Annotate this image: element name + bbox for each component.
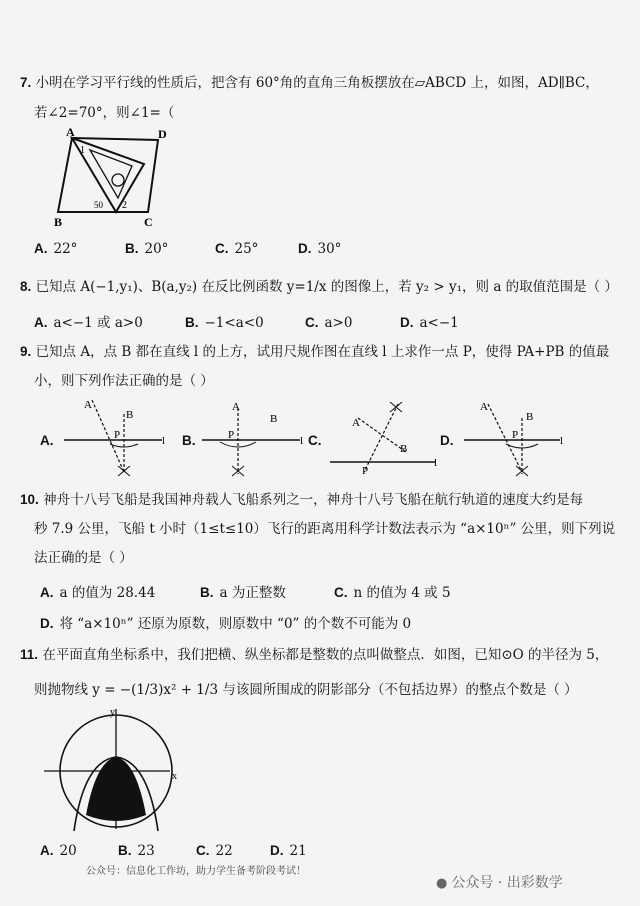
parallelogram-abcd	[58, 138, 158, 212]
q9d-label-B: B	[526, 411, 534, 423]
q7-option-a[interactable]	[34, 240, 77, 258]
fig7-label-A: A	[66, 128, 75, 139]
q10-line2: 秒 7.9 公里，飞船 t 小时（1≤t≤10）飞行的距离用科学计数法表示为 “a×10ⁿ” 公里，则下列说	[34, 521, 616, 537]
q11-option-c-text: 22	[215, 843, 233, 859]
q10-option-c-text: n 的值为 4 或 5	[353, 585, 451, 601]
q8-option-c[interactable]	[305, 314, 352, 332]
q11-number: 11.	[20, 647, 39, 662]
q10-line1	[20, 491, 583, 509]
q7-option-d[interactable]	[298, 240, 341, 258]
watermark-text: 公众号 · 出彩数学	[451, 875, 563, 891]
q9-line2: 小，则下列作法正确的是（ ）	[34, 373, 214, 389]
q10-text-1: 神舟十八号飞船是我国神舟载人飞船系列之一，神舟十八号飞船在航行轨道的速度大约是每	[43, 492, 584, 508]
q11-option-d-label: D.	[270, 843, 284, 858]
q8-option-b-label: B.	[185, 315, 199, 330]
q9d-label-P: P	[512, 429, 519, 441]
q11-text-1: 在平面直角坐标系中，我们把横、纵坐标都是整数的点叫做整点．如图，已知⊙O 的半径为 5，	[42, 647, 609, 663]
q8-option-a-label: A.	[34, 315, 48, 330]
q9c-label-l: l	[434, 457, 438, 469]
q10-option-a-label: A.	[40, 585, 54, 600]
q9-option-b-label: B.	[182, 433, 196, 448]
shaded-region	[86, 757, 146, 821]
q9-option-c[interactable]	[308, 432, 328, 450]
q11-option-a-text: 20	[59, 843, 77, 859]
q9-option-a-label: A.	[40, 433, 54, 448]
q7-option-a-text: 22°	[53, 241, 78, 257]
q9c-label-B: B	[400, 443, 408, 455]
wechat-icon: ●	[436, 876, 448, 891]
q11-option-d-text: 21	[289, 843, 307, 859]
q10-option-a[interactable]	[40, 584, 155, 602]
q7-option-a-label: A.	[34, 241, 48, 256]
q8-text-1: 已知点 A(−1,y₁)、B(a,y₂) 在反比例函数 y=1/x 的图像上，若 y₂ > y₁，则 a 的取值范围是（ ）	[35, 279, 618, 295]
q7-option-c-text: 25°	[234, 241, 259, 257]
fig7-label-2: 2	[122, 200, 127, 211]
fig7-label-D: D	[158, 128, 167, 141]
q7-option-d-text: 30°	[317, 241, 342, 257]
q9b-label-P: P	[228, 429, 235, 441]
q9b-label-l: l	[300, 435, 304, 447]
q10-option-d[interactable]	[40, 615, 411, 633]
q8-option-c-label: C.	[305, 315, 319, 330]
q9-line1	[20, 343, 609, 361]
q9b-label-B: B	[270, 413, 278, 425]
ruler-hole	[112, 174, 124, 186]
q7-number: 7.	[20, 75, 32, 90]
q10-option-a-text: a 的值为 28.44	[59, 585, 156, 601]
q9b-label-A: A	[232, 401, 240, 413]
q7-option-c-label: C.	[215, 241, 229, 256]
q7-option-b[interactable]	[125, 240, 168, 258]
q8-line1	[20, 278, 618, 296]
q8-option-a-text: a<−1 或 a>0	[53, 315, 143, 331]
q9c-label-P: P	[362, 465, 369, 477]
fig11-label-y: y	[110, 707, 115, 718]
q10-line3: 法正确的是（ ）	[34, 550, 133, 566]
q8-number: 8.	[20, 279, 32, 294]
q9-figure-b	[200, 396, 308, 478]
q9-figure-d	[462, 396, 570, 478]
q9-option-b[interactable]	[182, 432, 202, 450]
q9-option-d[interactable]	[440, 432, 460, 450]
q11-option-a-label: A.	[40, 843, 54, 858]
q7-text-1: 小明在学习平行线的性质后，把含有 60°角的直角三角板摆放在▱ABCD 上，如图，AD∥BC，	[35, 75, 599, 91]
q8-option-c-text: a>0	[324, 315, 353, 331]
q8-option-b-text: −1<a<0	[204, 315, 264, 331]
q11-figure	[40, 705, 190, 833]
q11-option-b[interactable]	[118, 842, 155, 860]
q9a-label-A: A	[84, 399, 92, 411]
q7-option-b-text: 20°	[144, 241, 169, 257]
fig7-label-B: B	[54, 215, 63, 228]
q11-option-b-label: B.	[118, 843, 132, 858]
q10-option-d-label: D.	[40, 616, 54, 631]
q11-option-a[interactable]	[40, 842, 77, 860]
q7-line2: 若∠2=70°，则∠1=（	[34, 105, 175, 121]
q8-option-a[interactable]	[34, 314, 143, 332]
q10-option-b-label: B.	[200, 585, 214, 600]
q10-number: 10.	[20, 492, 39, 507]
q7-option-c[interactable]	[215, 240, 258, 258]
q9d-label-A: A	[480, 401, 488, 413]
q7-line1	[20, 74, 599, 92]
q8-option-d[interactable]	[400, 314, 459, 332]
q7-option-d-label: D.	[298, 241, 312, 256]
q10-option-c-label: C.	[334, 585, 348, 600]
q10-option-c[interactable]	[334, 584, 451, 602]
q10-option-d-text: 将 “a×10ⁿ” 还原为原数，则原数中 “0” 的个数不可能为 0	[59, 616, 412, 632]
q11-line1	[20, 646, 608, 664]
q11-option-d[interactable]	[270, 842, 307, 860]
q9-option-c-label: C.	[308, 433, 322, 448]
q7-figure	[50, 128, 180, 228]
q9a-label-P: P	[114, 429, 121, 441]
q9c-label-A: A	[352, 417, 360, 429]
fig7-label-C: C	[144, 215, 153, 228]
footer-note: 公众号：信息化工作坊，助力学生备考阶段考试！	[86, 866, 306, 877]
watermark	[436, 872, 563, 892]
q10-option-b[interactable]	[200, 584, 286, 602]
q8-option-b[interactable]	[185, 314, 264, 332]
q9-option-a[interactable]	[40, 432, 60, 450]
q9a-label-l: l	[162, 435, 166, 447]
q9d-label-l: l	[560, 435, 564, 447]
fig11-label-x: x	[172, 771, 177, 782]
q9-figure-a	[62, 396, 170, 478]
q8-option-d-label: D.	[400, 315, 414, 330]
q9-number: 9.	[20, 344, 32, 359]
q11-option-c[interactable]	[196, 842, 233, 860]
q7-option-b-label: B.	[125, 241, 139, 256]
q11-option-c-label: C.	[196, 843, 210, 858]
q9-text-1: 已知点 A，点 B 都在直线 l 的上方，试用尺规作图在直线 l 上求作一点 P，使得 PA+PB 的值最	[35, 344, 610, 360]
q8-option-d-text: a<−1	[419, 315, 459, 331]
q11-line2: 则抛物线 y = −(1/3)x² + 1/3 与该圆所围成的阴影部分（不包括边界）的整点个数是（ ）	[34, 682, 578, 698]
fig7-label-1: 1	[80, 145, 85, 156]
fig7-label-50: 50	[94, 200, 103, 210]
q9-figure-c	[328, 396, 442, 478]
q11-option-b-text: 23	[137, 843, 155, 859]
q9a-label-B: B	[126, 409, 134, 421]
q9-option-d-label: D.	[440, 433, 454, 448]
q10-option-b-text: a 为正整数	[219, 585, 286, 601]
